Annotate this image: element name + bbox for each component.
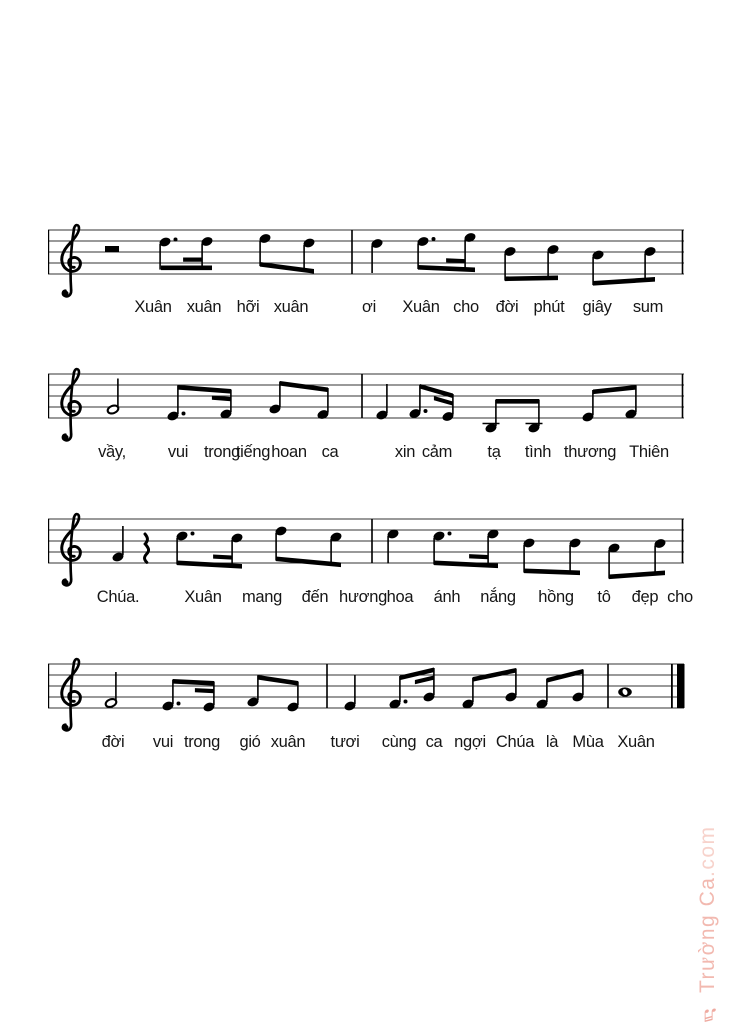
lyric-word: hỡi: [236, 298, 260, 316]
beam: [258, 675, 298, 686]
secondary-beam: [195, 688, 214, 693]
lyric-word: tô: [597, 588, 611, 606]
lyric-word: phút: [533, 298, 565, 316]
lyric-word: đến: [301, 588, 329, 606]
lyric-word: giây: [582, 298, 612, 316]
treble-clef-icon: [62, 514, 81, 585]
barline: [326, 664, 328, 708]
lyric-word: Mùa: [572, 733, 604, 751]
clef-tail-blob: [63, 291, 69, 296]
lyric-word: mang: [241, 588, 283, 606]
beam: [496, 399, 539, 404]
beam: [547, 669, 583, 683]
beam: [593, 385, 636, 394]
quarter-rest-glyph: [145, 534, 149, 562]
lyric-word: vui: [167, 443, 189, 461]
barline: [361, 374, 363, 418]
beam: [173, 679, 214, 686]
beam: [505, 276, 558, 282]
half-rest: [105, 246, 119, 252]
beam: [280, 381, 328, 392]
treble-clef-icon: [62, 659, 81, 730]
lyric-word: Chúa: [495, 733, 535, 751]
lyric-word: tươi: [330, 733, 360, 751]
augmentation-dot: [182, 412, 186, 416]
augmentation-dot: [432, 237, 436, 241]
beam: [609, 571, 665, 580]
lyric-word: Chúa.: [96, 588, 140, 606]
augmentation-dot: [404, 700, 408, 704]
augmentation-dot: [448, 532, 452, 536]
treble-clef-icon: [62, 369, 81, 440]
lyric-word: xuân: [273, 298, 309, 316]
augmentation-dot: [424, 409, 428, 413]
lyric-word: hồng: [538, 588, 574, 606]
lyric-word: Xuân: [402, 298, 440, 316]
lyric-word: đẹp: [631, 588, 659, 606]
barline: [607, 664, 609, 708]
barline: [371, 519, 373, 563]
beam: [178, 385, 231, 394]
barline: [682, 519, 684, 563]
lyric-word: Xuân: [617, 733, 655, 751]
lyric-word: ca: [425, 733, 443, 751]
watermark-name: Trường Ca: [696, 877, 719, 994]
lyric-word: là: [545, 733, 559, 751]
lyric-word: xuân: [270, 733, 306, 751]
lyric-word: tạ: [487, 443, 501, 461]
lyric-word: Xuân: [184, 588, 222, 606]
secondary-beam: [415, 676, 434, 685]
lyric-word: cùng: [381, 733, 417, 751]
treble-clef-icon: [62, 225, 81, 296]
lyric-word: đời: [495, 298, 519, 316]
final-barline-thick: [677, 664, 685, 708]
augmentation-dot: [191, 532, 195, 536]
augmentation-dot: [174, 238, 178, 242]
lyric-word: tình: [524, 443, 552, 461]
lyric-word: gió: [239, 733, 261, 751]
lyric-word: vui: [152, 733, 174, 751]
lyric-word: cho: [667, 588, 693, 606]
secondary-beam: [183, 258, 202, 262]
lyric-word: cảm: [421, 443, 453, 461]
lyric-word: vầy,: [98, 443, 126, 461]
lyric-word: ngợi: [454, 733, 486, 751]
lyric-word: hương: [339, 588, 387, 606]
lyric-word: ơi: [362, 298, 376, 316]
staff-system-3: [48, 514, 693, 606]
note-head: [107, 404, 120, 415]
barline: [351, 230, 353, 274]
barline: [682, 230, 684, 274]
augmentation-dot: [177, 702, 181, 706]
watermark: [692, 756, 724, 1030]
staff-system-4: [48, 659, 685, 751]
lyric-word: ánh: [433, 588, 461, 606]
quarter-rest: [145, 534, 149, 562]
lyric-word: nắng: [480, 588, 516, 606]
lyric-word: thương: [563, 443, 617, 461]
secondary-beam: [469, 554, 488, 559]
lyric-word: tiếng: [235, 443, 271, 461]
beam: [161, 266, 212, 271]
barline: [682, 374, 684, 418]
lyric-word: Xuân: [134, 298, 172, 316]
lyric-word: trong: [203, 443, 241, 461]
beam: [418, 265, 475, 272]
lyric-word: hoan: [271, 443, 307, 461]
secondary-beam: [213, 554, 232, 559]
final-barline-thin: [671, 664, 673, 708]
lyric-word: đời: [101, 733, 125, 751]
lyric-word: ca: [321, 443, 339, 461]
watermark-suffix: .com: [696, 825, 719, 878]
secondary-beam: [446, 258, 465, 263]
lyric-word: cho: [453, 298, 479, 316]
staff-system-2: [48, 369, 684, 461]
lyric-word: sum: [632, 298, 664, 316]
secondary-beam: [434, 396, 453, 406]
note-head: [105, 698, 118, 709]
watermark-music-note-icon: ♬: [694, 1002, 721, 1030]
clef-tail-blob: [63, 725, 69, 730]
lyric-word: hoa: [386, 588, 414, 606]
clef-tail-blob: [63, 435, 69, 440]
beam: [260, 262, 314, 274]
clef-tail-blob: [63, 580, 69, 585]
lyric-word: trong: [183, 733, 221, 751]
lyric-word: xuân: [186, 298, 222, 316]
staff-system-1: [48, 225, 684, 316]
lyric-word: xin: [394, 443, 416, 461]
beam: [524, 569, 580, 576]
lyric-word: Thiên: [629, 443, 669, 461]
